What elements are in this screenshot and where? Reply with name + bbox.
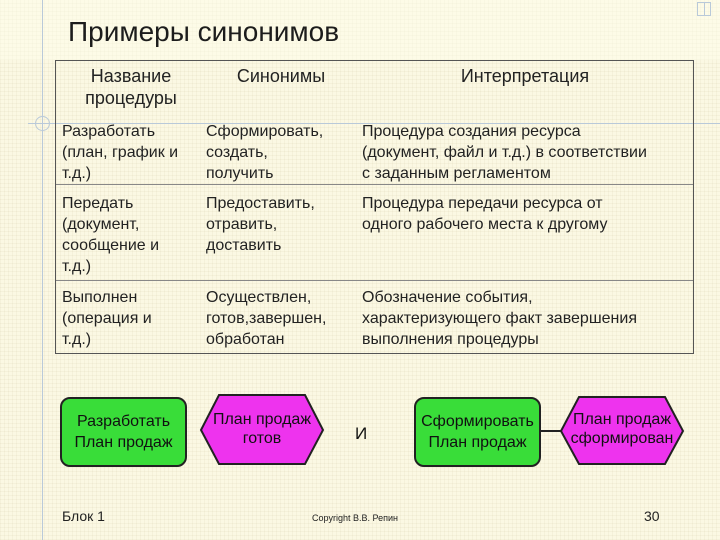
table-cell: Разработать (план, график и т.д.) <box>62 123 179 182</box>
event-label-plan-ready: План продаж готов <box>212 411 312 447</box>
event-label-plan-formed: План продаж сформирован <box>570 411 674 447</box>
row-divider <box>56 184 693 185</box>
table-cell: Осуществлен, готов,завершен, обработан <box>206 289 327 348</box>
header-synonyms: Синонимы <box>236 66 326 86</box>
row-divider <box>56 280 693 281</box>
decorative-circle <box>35 116 50 131</box>
corner-decoration-icon <box>697 2 711 16</box>
table-cell: Предоставить, отравить, доставить <box>206 195 315 254</box>
table-cell: Процедура создания ресурса (документ, файл и т.д.) в соответствии с заданным регламентом <box>362 123 647 182</box>
table-cell: Сформировать, создать, получить <box>206 123 324 182</box>
slide-title: Примеры синонимов <box>68 16 340 47</box>
connector-line <box>541 430 561 432</box>
page-number: 30 <box>644 508 660 524</box>
footer-block-label: Блок 1 <box>62 508 105 524</box>
table-cell: Процедура передачи ресурса от одного рабочего места к другому <box>362 195 608 233</box>
function-box-form-plan: Сформировать План продаж <box>414 397 541 467</box>
header-procedure-name: Название процедуры <box>85 66 177 108</box>
function-box-develop-plan: Разработать План продаж <box>60 397 187 467</box>
table-cell: Выполнен (операция и т.д.) <box>62 289 152 348</box>
table-cell: Обозначение события, характеризующего факт завершения выполнения процедуры <box>362 289 637 348</box>
decorative-vertical-line <box>42 0 43 540</box>
and-connector-label: И <box>355 424 368 443</box>
synonyms-table <box>55 60 694 354</box>
footer-copyright: Copyright В.В. Репин <box>312 513 399 523</box>
table-cell: Передать (документ, сообщение и т.д.) <box>62 195 160 275</box>
header-interpretation: Интерпретация <box>460 66 590 86</box>
